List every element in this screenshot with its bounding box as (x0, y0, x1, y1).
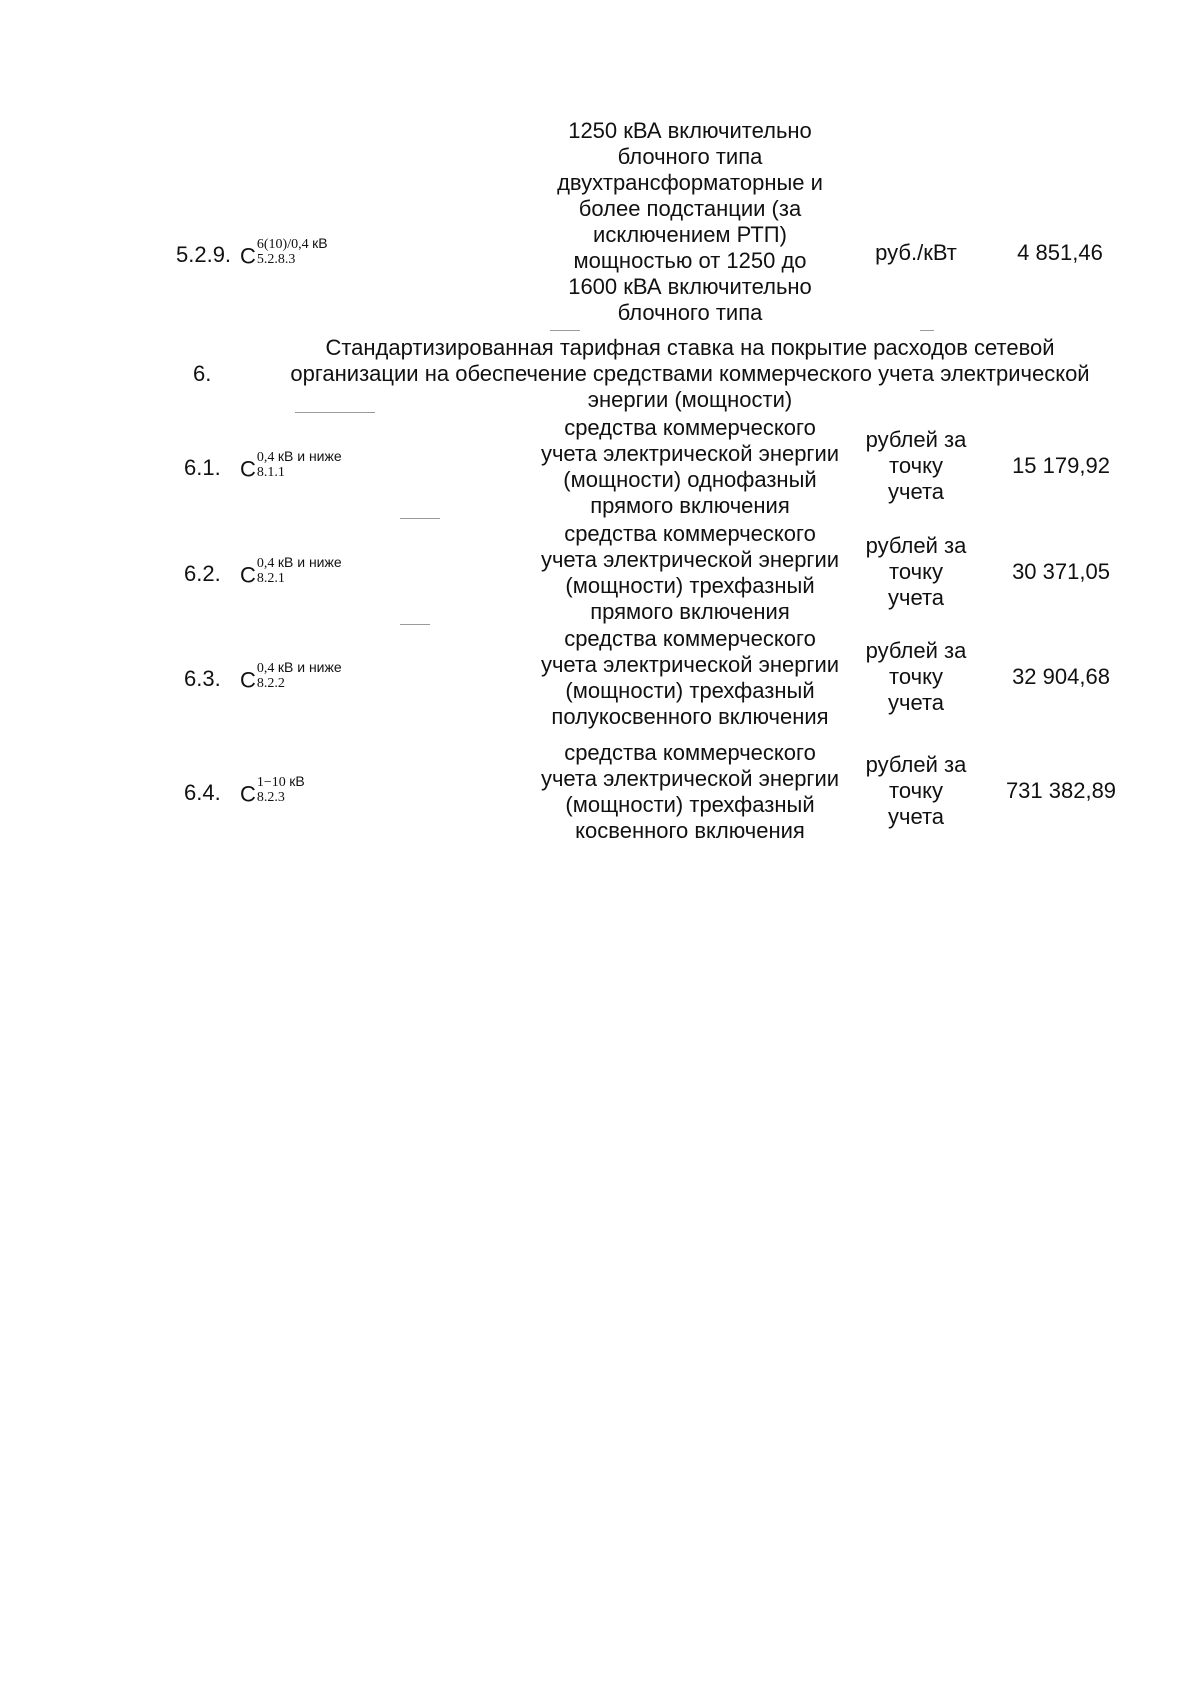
unit-line: точку (889, 778, 943, 803)
rate-code-subscript: 8.1.1 (256, 465, 285, 480)
row-value: 4 851,46 (1017, 240, 1103, 265)
rate-code-scripts (257, 774, 305, 805)
description-line: средства коммерческого (564, 740, 816, 765)
scan-artifact-line (400, 624, 430, 625)
description-line: учета электрической энергии (540, 547, 840, 572)
rate-code-sup-voltage: 0,4 (256, 450, 275, 465)
scan-artifact-line (920, 330, 934, 331)
description-line: 1250 кВА включительно (568, 118, 812, 143)
row-description (500, 415, 880, 519)
section-title-line: Стандартизированная тарифная ставка на покрытие расходов сетевой (325, 335, 1055, 360)
rate-code-base: C (240, 562, 256, 588)
unit-line: рублей за (865, 752, 967, 777)
section-title (230, 335, 1150, 413)
unit-line: точку (889, 453, 943, 478)
description-line: 1600 кВА включительно (568, 274, 812, 299)
unit-line: учета (887, 690, 945, 715)
row-description (500, 740, 880, 844)
rate-code-sup-unit: кВ и ниже (277, 659, 342, 675)
rate-code-subscript: 8.2.1 (256, 571, 285, 586)
rate-code (240, 659, 342, 697)
description-line: (мощности) трехфазный (565, 678, 815, 703)
description-line: средства коммерческого (564, 415, 816, 440)
description-line: мощностью от 1250 до (573, 248, 807, 273)
row-number: 6.1. (184, 455, 221, 480)
unit-line: учета (887, 804, 945, 829)
rate-code (240, 773, 305, 811)
section-number: 6. (193, 361, 212, 386)
rate-code-sup-unit: кВ (289, 773, 305, 789)
description-line: учета электрической энергии (540, 441, 840, 466)
row-number: 5.2.9. (176, 242, 232, 267)
rate-code-scripts (257, 449, 342, 480)
unit-line: рублей за (865, 533, 967, 558)
row-value: 30 371,05 (1012, 559, 1110, 584)
unit-line: учета (887, 585, 945, 610)
description-line: двухтрансформаторные и (557, 170, 823, 195)
row-unit (856, 533, 976, 611)
row-description (500, 626, 880, 730)
rate-code (240, 554, 342, 592)
rate-code-base: C (240, 781, 256, 807)
rate-code (240, 235, 328, 273)
description-line: учета электрической энергии (540, 652, 840, 677)
row-description (500, 521, 880, 625)
rate-code-subscript: 8.2.2 (256, 676, 285, 691)
unit-line: рублей за (865, 427, 967, 452)
description-line: косвенного включения (575, 818, 805, 843)
row-value: 32 904,68 (1012, 664, 1110, 689)
rate-code-scripts (257, 555, 342, 586)
row-value: 15 179,92 (1012, 453, 1110, 478)
rate-code (240, 448, 342, 486)
rate-code-superscript (257, 660, 342, 676)
row-description (500, 118, 880, 326)
rate-code-scripts (257, 236, 328, 267)
row-number: 6.3. (184, 666, 221, 691)
scan-artifact-line (400, 518, 440, 519)
row-unit (856, 752, 976, 830)
rate-code-superscript (257, 555, 342, 571)
rate-code-subscript: 5.2.8.3 (256, 252, 296, 267)
rate-code-base: C (240, 243, 256, 269)
description-line: (мощности) трехфазный (565, 792, 815, 817)
description-line: полукосвенного включения (551, 704, 829, 729)
rate-code-superscript (257, 774, 305, 790)
rate-code-sup-unit: кВ и ниже (277, 554, 342, 570)
row-unit (856, 240, 976, 266)
rate-code-sup-voltage: 1−10 (256, 775, 286, 790)
unit-line: точку (889, 559, 943, 584)
rate-code-base: C (240, 667, 256, 693)
scan-artifact-line (550, 330, 580, 331)
rate-code-subscript: 8.2.3 (256, 790, 285, 805)
unit-line: точку (889, 664, 943, 689)
description-line: (мощности) трехфазный (565, 573, 815, 598)
row-unit (856, 427, 976, 505)
section-title-line: энергии (мощности) (587, 387, 793, 412)
description-line: средства коммерческого (564, 626, 816, 651)
row-value: 731 382,89 (1005, 778, 1117, 803)
description-line: блочного типа (617, 300, 763, 325)
rate-code-sup-unit: кВ и ниже (277, 448, 342, 464)
description-line: (мощности) однофазный (563, 467, 817, 492)
rate-code-superscript (257, 236, 328, 252)
row-unit (856, 638, 976, 716)
rate-code-sup-voltage: 6(10)/0,4 (256, 237, 309, 252)
rate-code-scripts (257, 660, 342, 691)
rate-code-sup-unit: кВ (312, 235, 328, 251)
scan-artifact-line (295, 412, 375, 413)
section-title-line: организации на обеспечение средствами коммерческого учета электрической (290, 361, 1090, 386)
row-number: 6.4. (184, 780, 221, 805)
description-line: более подстанции (за (578, 196, 802, 221)
unit-line: рублей за (865, 638, 967, 663)
unit-line: учета (887, 479, 945, 504)
row-number: 6.2. (184, 561, 221, 586)
rate-code-sup-voltage: 0,4 (256, 556, 275, 571)
description-line: прямого включения (590, 493, 790, 518)
description-line: учета электрической энергии (540, 766, 840, 791)
unit-line: руб./кВт (875, 240, 957, 265)
description-line: средства коммерческого (564, 521, 816, 546)
description-line: прямого включения (590, 599, 790, 624)
rate-code-superscript (257, 449, 342, 465)
description-line: исключением РТП) (593, 222, 787, 247)
rate-code-base: C (240, 456, 256, 482)
rate-code-sup-voltage: 0,4 (256, 661, 275, 676)
description-line: блочного типа (617, 144, 763, 169)
